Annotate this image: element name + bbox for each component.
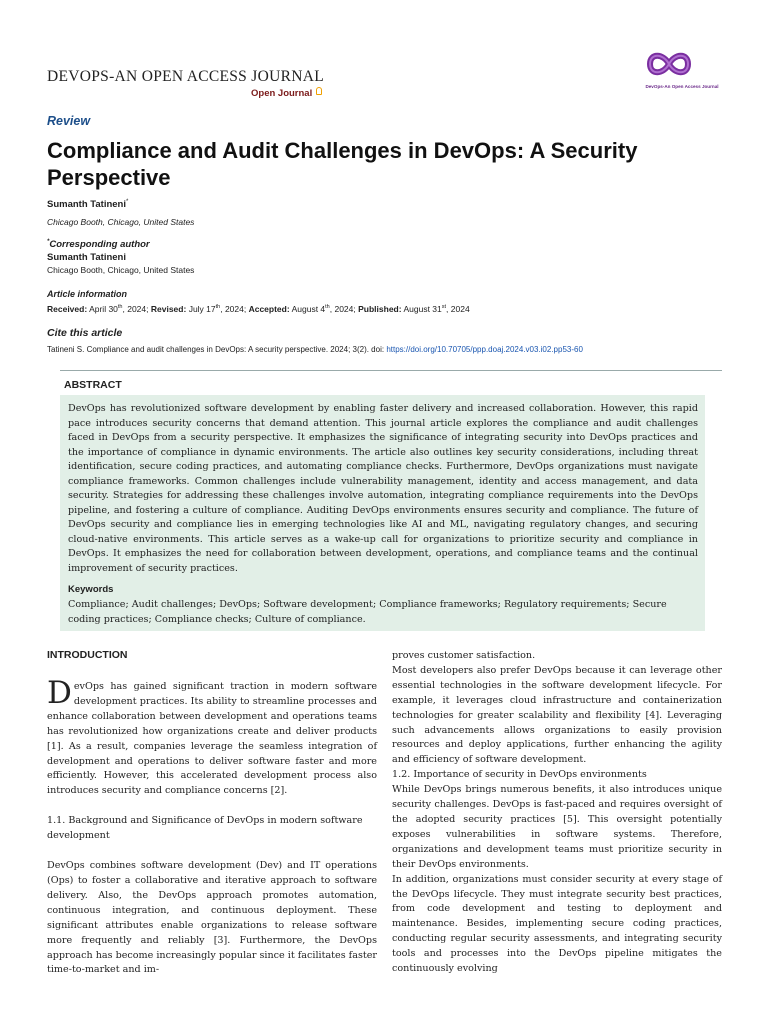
article-information-label: Article information [47, 289, 128, 299]
open-access-lock-icon [316, 87, 322, 95]
body-left-column [47, 675, 377, 978]
corresponding-author-label: *Corresponding author [47, 239, 150, 251]
section-1-1-heading: 1.1. Background and Significance of DevOps in modern software development [47, 815, 363, 842]
drop-cap: D [47, 675, 72, 711]
keywords-heading: Keywords [68, 584, 114, 595]
cite-label: Cite this article [47, 327, 123, 339]
doi-link[interactable]: https://doi.org/10.70705/ppp.doaj.2024.v03.i02.pp53-60 [386, 345, 583, 354]
abstract-text: DevOps has revolutionized software development by enabling faster delivery and increased collaboration. However, this rapid pace introduces security concerns that demand attention. This journal article explores the compliance and audit challenges faced in DevOps from a security perspective. It emphasizes the significance of integrating security into DevOps practices and the importance of compliance in dynamic environments. The article also outlines key security considerations, including threat identification, secure coding practices, and automating compliance checks. Furthermore, DevOps organizations must navigate compliance frameworks. Common challenges include vulnerability management, identity and access management, and data security. Strategies for addressing these challenges involve automation, integrating compliance requirements into the DevOps pipeline, and fostering a culture of compliance. Auditing DevOps environments ensures security and compliance. The future of DevOps security and compliance lies in emerging technologies like AI and ML, navigating regulatory changes, and securing cloud-native environments. This article serves as a wake-up call for organizations to prioritize security and compliance in DevOps. It emphasizes the need for collaboration between development, operations, and compliance teams and the continual improvement of security practices. [68, 403, 698, 574]
right-paragraph-3: In addition, organizations must consider security at every stage of the DevOps lifecycle. They must integrate security best practices, from code development and testing to deployment and maintenance. Besides, implementing secure coding practices, conducting regular security assessments, and integrating security tools and processes into the DevOps pipeline mitigates the continuously evolving [392, 873, 722, 975]
right-paragraph-0: proves customer satisfaction. [392, 650, 536, 661]
right-paragraph-1: Most developers also prefer DevOps because it can leverage other essential technologies in the software development lifecycle. For example, it leverages cloud infrastructure and containerization technologies for greater scalability and flexibility [4]. Leveraging such advancements allows organizations to easily provision resources and deploy applications, further enhancing the agility and efficiency of software development. [392, 664, 722, 766]
journal-logo [644, 44, 694, 84]
keywords-text: Compliance; Audit challenges; DevOps; Software development; Compliance frameworks; Regulatory requirements; Secure coding practices; Compliance checks; Culture of compliance. [68, 599, 667, 625]
author-name: Sumanth Tatineni* [47, 199, 129, 211]
abstract-divider [60, 370, 722, 371]
corresponding-author-name: Sumanth Tatineni [47, 252, 126, 263]
logo-caption: DevOps-An Open Access Journal [645, 84, 719, 89]
body-right-column [392, 649, 722, 977]
abstract-heading: ABSTRACT [64, 379, 122, 391]
article-title: Compliance and Audit Challenges in DevOps: A Security Perspective [47, 138, 638, 190]
corresponding-author-affiliation: Chicago Booth, Chicago, United States [47, 265, 195, 275]
article-type: Review [47, 114, 91, 128]
journal-name: DEVOPS-AN OPEN ACCESS JOURNAL [47, 68, 324, 85]
citation-text: Tatineni S. Compliance and audit challenges in DevOps: A security perspective. 2024; 3(2). doi: https://doi.org/10.70705/ppp.doaj.2024.v03.i02.pp53-60 [47, 345, 583, 354]
open-journal-label: Open Journal [251, 88, 313, 99]
article-dates: Received: April 30th, 2024; Revised: July 17th, 2024; Accepted: August 4th, 2024; Published: August 31st, 2024 [47, 304, 470, 314]
author-affiliation: Chicago Booth, Chicago, United States [47, 217, 195, 227]
intro-paragraph-2: DevOps combines software development (Dev) and IT operations (Ops) to foster a collaborative and iterative approach to software delivery. Also, the DevOps approach promotes automation, continuous integration, and continuous deployment. These significant attributes enable organizations to release software more frequently and reliably [3]. Furthermore, the DevOps approach has become increasingly popular since it facilitates faster time-to-market and im- [47, 860, 377, 976]
right-paragraph-2: While DevOps brings numerous benefits, it also introduces unique security challenges. DevOps is fast-paced and requires oversight of the adopted security practices [5]. This oversight potentially exposes vulnerabilities in software systems. Therefore, organizations and development teams must prioritize security in their DevOps environments. [392, 784, 722, 870]
intro-paragraph-1: DevOps has gained significant traction in modern software development practices. Its ability to streamline processes and enhance collaboration between development and operations teams has revolutionized how organizations create and deliver products [1]. As a result, companies leverage the seamless integration of development and operations to deliver software faster and more efficiently. However, this accelerated development process also introduces security and compliance concerns [2]. [47, 675, 377, 797]
introduction-heading: INTRODUCTION [47, 649, 128, 661]
section-1-2-heading: 1.2. Importance of security in DevOps environments [392, 769, 647, 781]
